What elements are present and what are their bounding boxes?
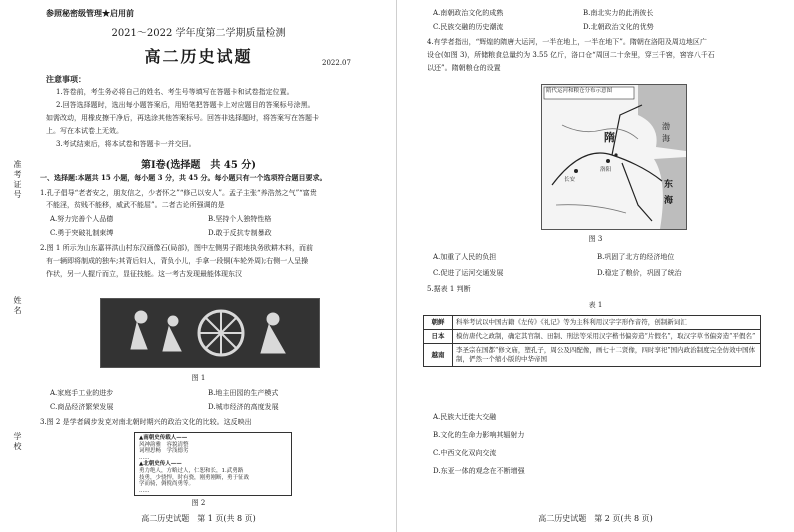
table-row xyxy=(424,316,761,330)
q5-option-c[interactable]: C.中西文化双向交流 xyxy=(433,449,497,457)
q3-option-c[interactable]: C.民族交融的历史潮流 xyxy=(433,23,504,31)
note-line: 如需改动，用橡皮擦干净后，再选涂其他答案标号。回答非选择题时，将答案写在答题卡 xyxy=(46,114,319,122)
q3-option-b[interactable]: B.南北实力的此消彼长 xyxy=(583,9,654,17)
q2-option-c[interactable]: C.商品经济繁荣发展 xyxy=(50,403,114,411)
granary-map xyxy=(542,85,686,229)
q4-stem: 以还”。隋朝粮仓的设置 xyxy=(427,64,501,72)
map-label-luoyang: 洛阳 xyxy=(600,167,612,173)
table-row-label: 朝鲜 xyxy=(424,316,453,330)
note-line: 2.回答选择题时，选出每小题答案后，用铅笔把答题卡上对应题目的答案标号涂黑。 xyxy=(56,101,315,109)
q4-option-a[interactable]: A.加重了人民的负担 xyxy=(433,253,497,261)
fig2-line: ▲南朝史传载人—— xyxy=(139,435,188,441)
q5-option-b[interactable]: B.文化的生命力影响其辐射力 xyxy=(433,431,525,439)
q4-stem: 4.有学者指出，“辉煌的隋唐大运河，一半在地上，一半在地下”。隋朝在洛阳及周边地区广 xyxy=(427,38,707,46)
q3-option-a[interactable]: A.南朝政治文化的成熟 xyxy=(433,9,504,17)
granary-map-figure xyxy=(541,84,687,230)
dynasty-comparison-figure xyxy=(134,432,292,496)
exam-line: 2021～2022 学年度第二学期质量检测 xyxy=(111,28,286,39)
map-label-dong: 东 xyxy=(664,180,674,190)
q1-option-c[interactable]: C.勇于突破礼制束缚 xyxy=(50,229,114,237)
note-line: 3.考试结束后，将本试卷和答题卡一并交回。 xyxy=(56,140,196,148)
side-label-name: 姓名 xyxy=(13,296,22,316)
q5-option-d[interactable]: D.东亚一体的观念在不断增强 xyxy=(433,467,525,475)
q2-stem: 2.图 1 所示为山东嘉祥洪山村东汉画像石(局部)，图中左侧男子跟地执务欧耕木料，而前 xyxy=(40,244,314,252)
q2-option-b[interactable]: B.地主田园的生产模式 xyxy=(208,389,279,397)
side-label-exam-id: 准考证号 xyxy=(13,160,22,200)
fig2-line: 学而骑，倜傥尚勇等。 xyxy=(139,481,195,488)
q2-option-d[interactable]: D.城市经济的高度发展 xyxy=(208,403,279,411)
table-row-text: 模仿唐代之政制，确定其官制、田制、刑法等采用汉字楷书偏旁造“片假名”，取汉字草书偏旁造“平假名” xyxy=(453,330,761,344)
q4-option-d[interactable]: D.稳定了粮价，巩固了统治 xyxy=(597,269,682,277)
table-row-label: 越南 xyxy=(424,344,453,367)
page-2 xyxy=(397,0,794,532)
q1-stem: 1.孔子倡导“老者安之，朋友信之，少者怀之”“修己以安人”。孟子主张“养浩然之气”“富贵 xyxy=(40,189,317,197)
table-1 xyxy=(423,315,761,367)
table-row-text: 科举考试以中国古籍《左传》《礼记》等为主科利用汉字字形作音符，创制新词汇 xyxy=(453,316,761,330)
q4-option-c[interactable]: C.促进了运河交通发展 xyxy=(433,269,504,277)
fig2-line: 词理思畅 学浅德劣 xyxy=(139,448,189,455)
q1-stem: 不能淫，贫贱不能移，威武不能屈”。二者古论所强调的是 xyxy=(46,201,225,209)
page-title: 高二历史试题 xyxy=(144,47,253,66)
fig2-caption: 图 2 xyxy=(191,499,206,507)
map-label-hai: 海 xyxy=(662,134,670,143)
fig2-line: ...... xyxy=(139,454,150,461)
fig2-line: 勇力绝人，方略过人，仁恕和长，1.武勇路 xyxy=(139,467,244,474)
note-line: 上。写在本试卷上无效。 xyxy=(46,127,123,135)
map-label-sui: 隋 xyxy=(604,131,615,144)
relief-image xyxy=(101,299,319,367)
q5-option-a[interactable]: A.民族大迁徙大交融 xyxy=(433,413,497,421)
side-label-school: 学校 xyxy=(13,432,22,452)
exam-date: 2022.07 xyxy=(322,59,351,67)
section-instructions: 一、选择题:本题共 15 小题，每小题 3 分，共 45 分。每小题只有一个选项符合题目要求。 xyxy=(40,173,327,182)
notes-title: 注意事项： xyxy=(46,74,86,84)
q2-stem: 作状，另一人握斤而立，显征技能。这一考古发现最能体现东汉 xyxy=(46,270,242,278)
page-1-footer: 高二历史试题 第 1 页(共 8 页) xyxy=(141,514,256,523)
q2-stem: 有一辆即将制成的独车;其背后妇人，背负小儿，手拿一段铜(车轮外周);右侧一人呈操 xyxy=(46,257,309,265)
fig2-line: ▲北朝史传人—— xyxy=(139,461,182,468)
q5-stem: 5.据表 1 判断 xyxy=(427,285,471,293)
q1-option-b[interactable]: B.坚持个人独特性格 xyxy=(208,215,272,223)
page-2-footer: 高二历史试题 第 2 页(共 8 页) xyxy=(538,514,653,523)
fig2-line: ...... xyxy=(139,487,150,494)
q4-stem: 设仓(如图 3)，所储粮食总量约为 3.55 亿斤，洛口仓“周回二十余里，穿三千窖，窖容八千石 xyxy=(427,51,715,59)
secret-mark: 参照秘密级管理★启用前 xyxy=(46,8,134,18)
table1-caption: 表 1 xyxy=(588,301,603,309)
table-row-text: 李圣宗在国都“修文庙，塑孔子，周公及四配像，画七十二贤像，四时享祀”国内政治制度完全仿效中国体制，俨然一个缩小版的中华帝国 xyxy=(453,344,761,367)
map-label-changan: 长安 xyxy=(564,177,576,183)
q2-option-a[interactable]: A.家庭手工业的进步 xyxy=(50,389,114,397)
map-label-bo: 渤 xyxy=(662,122,670,131)
q3-option-d[interactable]: D.北朝政治文化的优势 xyxy=(583,23,654,31)
fig1-caption: 图 1 xyxy=(191,374,206,382)
table-row xyxy=(424,344,761,367)
q3-stem: 3.图 2 是学者阔步发克对南北朝时期兴的政治文化的比较。这反映出 xyxy=(40,418,252,426)
han-relief-figure xyxy=(100,298,320,368)
q4-option-b[interactable]: B.巩固了北方的经济地位 xyxy=(597,253,675,261)
table-row-label: 日本 xyxy=(424,330,453,344)
fig2-line: 技勇，少骁悍，时有骁，刚勇刚断，勇于征战 xyxy=(139,474,250,481)
fig2-line: 风神韵雅 容貌清整 xyxy=(139,441,189,448)
note-line: 1.答卷前，考生务必将自己的姓名、考生号等填写在答题卡和试卷指定位置。 xyxy=(56,88,294,96)
q1-option-a[interactable]: A.努力完善个人品德 xyxy=(50,215,114,223)
map-label-hai2: 海 xyxy=(664,196,674,206)
q1-option-d[interactable]: D.敢于反抗专制暴政 xyxy=(208,229,272,237)
map-title: 隋代运河和粮仓分布示意图 xyxy=(546,88,613,94)
fig3-caption: 图 3 xyxy=(588,235,603,243)
section-title: 第Ⅰ卷(选择题 共 45 分) xyxy=(140,160,257,171)
table-row xyxy=(424,330,761,344)
